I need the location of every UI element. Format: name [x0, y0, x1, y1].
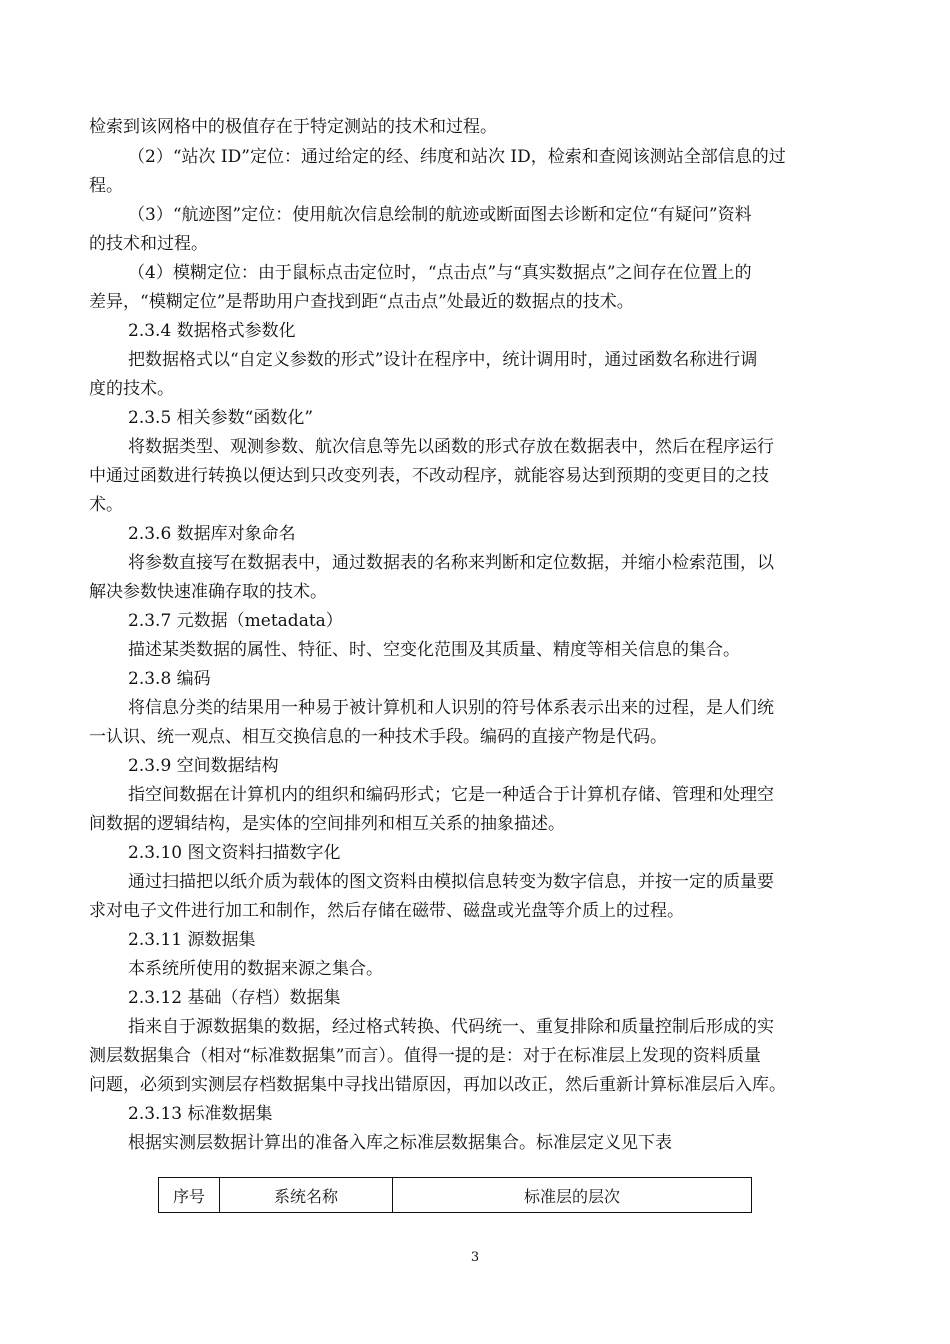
- column-header-index: 序号: [159, 1178, 220, 1213]
- paragraph-line: 中通过函数进行转换以便达到只改变列表，不改动程序，就能容易达到预期的变更目的之技: [89, 466, 769, 486]
- paragraph-line: （2）“站次 ID”定位：通过给定的经、纬度和站次 ID，检索和查阅该测站全部信息的过: [128, 147, 786, 167]
- paragraph-line: 间数据的逻辑结构，是实体的空间排列和相互关系的抽象描述。: [89, 814, 565, 834]
- section-heading: 2.3.8 编码: [128, 669, 211, 689]
- section-heading: 2.3.12 基础（存档）数据集: [128, 988, 341, 1008]
- paragraph-line: （3）“航迹图”定位：使用航次信息绘制的航迹或断面图去诊断和定位“有疑问”资料: [128, 205, 752, 225]
- section-heading: 2.3.9 空间数据结构: [128, 756, 279, 776]
- paragraph-line: 指空间数据在计算机内的组织和编码形式；它是一种适合于计算机存储、管理和处理空: [128, 785, 774, 805]
- paragraph-line: 问题，必须到实测层存档数据集中寻找出错原因，再加以改正，然后重新计算标准层后入库。: [89, 1075, 786, 1095]
- paragraph-line: 一认识、统一观点、相互交换信息的一种技术手段。编码的直接产物是代码。: [89, 727, 667, 747]
- paragraph-line: 度的技术。: [89, 379, 174, 399]
- paragraph-line: 本系统所使用的数据来源之集合。: [128, 959, 383, 979]
- paragraph-line: 描述某类数据的属性、特征、时、空变化范围及其质量、精度等相关信息的集合。: [128, 640, 740, 660]
- paragraph-line: 根据实测层数据计算出的准备入库之标准层数据集合。标准层定义见下表: [128, 1133, 672, 1153]
- paragraph-line: 测层数据集合（相对“标准数据集”而言）。值得一提的是：对于在标准层上发现的资料质量: [89, 1046, 761, 1066]
- paragraph-line: 解决参数快速准确存取的技术。: [89, 582, 327, 602]
- paragraph-line: 求对电子文件进行加工和制作，然后存储在磁带、磁盘或光盘等介质上的过程。: [89, 901, 684, 921]
- paragraph-line: 的技术和过程。: [89, 234, 208, 254]
- section-heading: 2.3.7 元数据（metadata）: [128, 611, 343, 631]
- paragraph-line: 程。: [89, 176, 123, 196]
- section-heading: 2.3.6 数据库对象命名: [128, 524, 296, 544]
- paragraph-line: 通过扫描把以纸介质为载体的图文资料由模拟信息转变为数字信息，并按一定的质量要: [128, 872, 774, 892]
- paragraph-line: 差异，“模糊定位”是帮助用户查找到距“点击点”处最近的数据点的技术。: [89, 292, 634, 312]
- section-heading: 2.3.5 相关参数“函数化”: [128, 408, 314, 428]
- paragraph-line: 将信息分类的结果用一种易于被计算机和人识别的符号体系表示出来的过程，是人们统: [128, 698, 774, 718]
- standard-layer-table: [158, 1177, 752, 1213]
- paragraph-line: 检索到该网格中的极值存在于特定测站的技术和过程。: [89, 117, 497, 137]
- paragraph-line: 指来自于源数据集的数据，经过格式转换、代码统一、重复排除和质量控制后形成的实: [128, 1017, 774, 1037]
- page-number: 3: [470, 1250, 480, 1265]
- paragraph-line: 术。: [89, 495, 123, 515]
- column-header-system: 系统名称: [220, 1178, 393, 1213]
- paragraph-line: 把数据格式以“自定义参数的形式”设计在程序中，统计调用时，通过函数名称进行调: [128, 350, 758, 370]
- paragraph-line: （4）模糊定位：由于鼠标点击定位时，“点击点”与“真实数据点”之间存在位置上的: [128, 263, 752, 283]
- paragraph-line: 将数据类型、观测参数、航次信息等先以函数的形式存放在数据表中，然后在程序运行: [128, 437, 774, 457]
- section-heading: 2.3.4 数据格式参数化: [128, 321, 296, 341]
- paragraph-line: 将参数直接写在数据表中，通过数据表的名称来判断和定位数据，并缩小检索范围，以: [128, 553, 774, 573]
- section-heading: 2.3.11 源数据集: [128, 930, 256, 950]
- column-header-layer: 标准层的层次: [393, 1178, 752, 1213]
- section-heading: 2.3.13 标准数据集: [128, 1104, 273, 1124]
- section-heading: 2.3.10 图文资料扫描数字化: [128, 843, 341, 863]
- table-header-row: [159, 1178, 752, 1213]
